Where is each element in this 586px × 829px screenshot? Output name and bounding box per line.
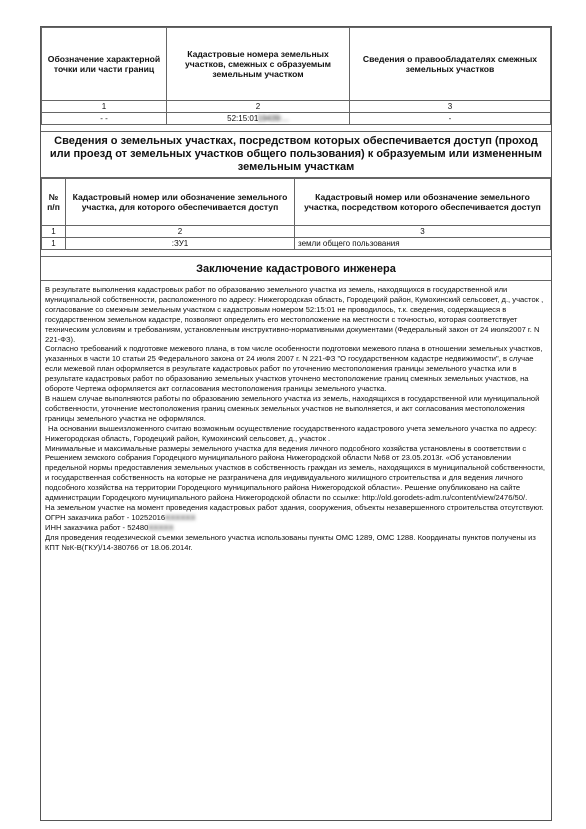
header-point-designation: Обозначение характерной точки или части границ (42, 28, 167, 101)
cadastral-number-value: 52:15:0119439:... (167, 113, 350, 125)
access-parcels-table (41, 178, 551, 250)
point-designation-value: - - (42, 113, 167, 125)
table-row (42, 113, 551, 125)
header-row-number: № п/п (42, 179, 66, 226)
conclusion-paragraph: Минимальные и максимальные размеры земельного участка для ведения личного подсобного хозяйства установлены в соответствии с Решением земского собрания Городецкого муниципального района Нижегородской области №68 от 23.05.2013г. «Об установлении предельной нормы предоставления земельных участков в собственность граждан из земель, находящихся в муниципальной собственности, и государственная собственность на которые не разграничена для индивидуального жилищного строительства и для ведения личного подсобного хозяйства на территории Городецкого муниципального района Нижегородской области». Решение опубликовано на сайте администрации Городецкого муниципального района Нижегородской области по ссылке: http://old.gorodets-adm.ru/content/view/2476/50/. (45, 443, 545, 503)
target-parcel-value: :ЗУ1 (66, 238, 295, 250)
column-number: 2 (167, 101, 350, 113)
column-number: 1 (42, 101, 167, 113)
conclusion-paragraph: Для проведения геодезической съемки земельного участка использованы пункты ОМС 1289, ОМС 1288. Координаты пунктов получены из КПТ №К-В(ГКУ)/14-380766 от 18.06.2014г. (45, 532, 536, 552)
header-adjacent-cadastral-numbers: Кадастровые номера земельных участков, смежных с образуемым земельным участком (167, 28, 350, 101)
access-parcel-value: земли общего пользования (295, 238, 551, 250)
conclusion-paragraph: В результате выполнения кадастровых работ по образованию земельного участка из земель, находящихся в государственной или муниципальной собственности, расположенного по адресу: Нижегородская область, Городецкий район, Кумохинский сельсовет, д., участок , согласование со смежным земельным участком с кадастровым номером 52:15:01 не проводилось, т.к. сведения, содержащиеся в государственном земельном кадастре, позволяют определить его местоположение на местности с точностью, которая соответствует техническим условиям и требованиям, установленным инструктивно-нормативными документами (Федеральный закон от 24 июля2007 г. N 221-ФЗ). (45, 285, 544, 344)
conclusion-paragraph: В нашем случае выполняются работы по образованию земельного участка из земель, находящихся в государственной или муниципальной собственности, уточнение местоположения границ смежных земельных участков не выполняется, и акт согласования местоположения границы земельного участка не оформлялся. (45, 393, 540, 423)
column-number: 3 (295, 226, 551, 238)
customer-inn: ИНН заказчика работ - 52480XXXXX (45, 522, 174, 532)
conclusion-paragraph: На земельном участке на момент проведения кадастровых работ здания, сооружения, объекты незавершенного строительства отсутствуют. (45, 502, 544, 512)
header-owner-info: Сведения о правообладателях смежных земельных участков (350, 28, 551, 101)
table-row (42, 238, 551, 250)
conclusion-paragraph: Согласно требований к подготовке межевого плана, в том числе особенности подготовки межевого плана в отношении земельных участков, указанных в части 10 статьи 25 Федерального закона от 24 июля 2007 г. N 221-ФЗ "О государственном кадастре недвижимости", в случае если межевой план оформляется в результате кадастровых работ по уточнению местоположения границы земельного участка или в результате кадастровых работ по образованию земельных участков уточнено местоположение границ смежных земельных участков, на обороте Чертежа оформляется акт согласования местоположения границы земельного участка. (45, 344, 543, 394)
column-number: 3 (350, 101, 551, 113)
conclusion-body (41, 281, 551, 552)
adjacent-parcels-table (41, 27, 551, 125)
table-header-row (42, 179, 551, 226)
column-number: 2 (66, 226, 295, 238)
header-target-parcel: Кадастровый номер или обозначение земельного участка, для которого обеспечивается доступ (66, 179, 295, 226)
conclusion-paragraph: На основании вышеизложенного считаю возможным осуществление государственного кадастрового учета земельного участка по адресу: Нижегородская область, Городецкий район, Кумохинский сельсовет, д., участок . (45, 423, 537, 443)
document-sheet (40, 26, 552, 821)
header-access-parcel: Кадастровый номер или обозначение земельного участка, посредством которого обеспечивается доступ (295, 179, 551, 226)
conclusion-title: Заключение кадастрового инженера (41, 257, 551, 281)
owner-info-value: - (350, 113, 551, 125)
customer-ogrn: ОГРН заказчика работ - 10252016XXXXXX (45, 512, 196, 522)
engineer-conclusion-section (41, 256, 551, 552)
table-number-row (42, 101, 551, 113)
column-number: 1 (42, 226, 66, 238)
table-header-row (42, 28, 551, 101)
access-section-title: Сведения о земельных участках, посредством которых обеспечивается доступ (проход или проезд от земельных участков общего пользования) к образуемым или измененным земельным участкам (41, 131, 551, 178)
table-number-row (42, 226, 551, 238)
row-number-value: 1 (42, 238, 66, 250)
